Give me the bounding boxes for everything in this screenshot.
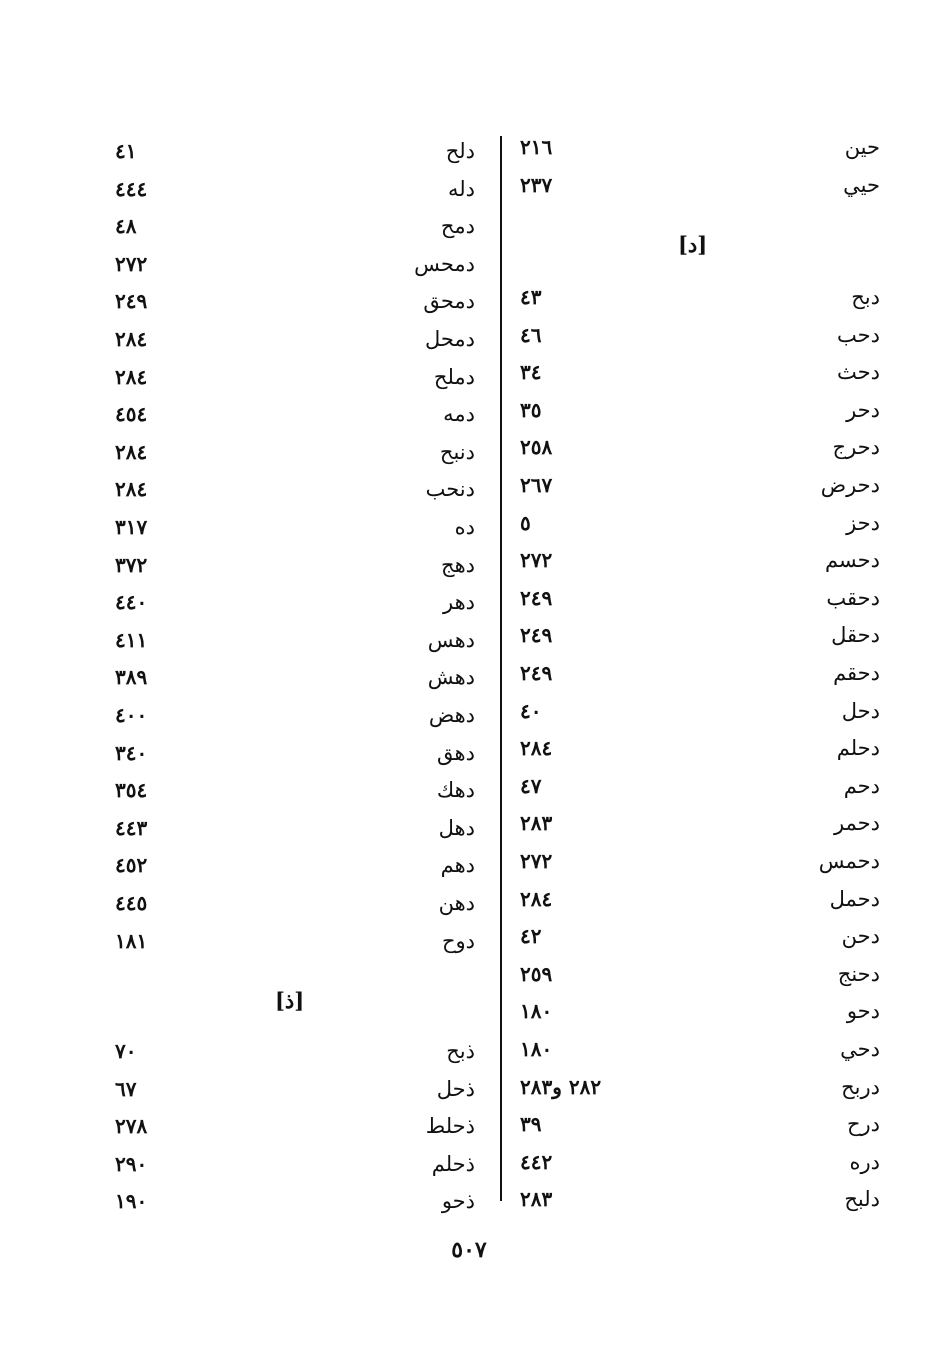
entry-word: دهض [428,703,475,727]
entry-word: دحل [841,698,880,723]
entry-word: دحقم [833,661,880,685]
index-entry [520,393,880,427]
entry-page-number: ٣٥٤ [115,778,148,803]
entry-word: حيي [843,172,880,197]
entry-word: دنبح [439,439,475,464]
index-entry [520,1032,880,1066]
entry-word: دحقل [831,623,880,648]
entry-page-number: ٣٧٢ [115,552,148,577]
entry-word: دملح [433,364,475,389]
entry-page-number: ٤٤٣ [115,815,148,840]
entry-page-number: ٢٥٩ [520,961,553,986]
index-entry [115,209,475,243]
index-entry [520,806,880,840]
index-entry [115,172,475,206]
index-entry [115,660,475,694]
entry-word: دحمل [829,886,880,911]
index-entry [115,736,475,770]
index-entry [520,1145,880,1179]
index-entry [520,882,880,916]
entry-word: دحسم [824,548,880,573]
entry-word: دحقب [826,585,880,610]
entry-word: ذبح [446,1039,475,1063]
entry-word: دهش [427,665,475,690]
index-entry [520,468,880,502]
entry-word: دربح [841,1074,880,1099]
page-number: ٥٠٧ [451,1237,487,1263]
entry-page-number: ٤٠٠ [115,703,148,727]
entry-word: ذحو [441,1189,475,1214]
index-entry [520,844,880,878]
index-entry [520,168,880,202]
entry-page-number: ٢١٦ [520,135,553,159]
entry-page-number: ٢٧٢ [520,849,553,873]
index-entry [520,581,880,615]
index-entry [115,284,475,318]
index-entry [520,656,880,690]
entry-word: ذحلم [431,1151,475,1176]
entry-page-number: ٤٤٤ [115,176,148,201]
entry-page-number: ٢٨٢ و٢٨٣ [520,1074,602,1099]
entry-page-number: ٤٨ [115,214,137,239]
index-entry [115,435,475,469]
entry-page-number: ٢٨٤ [520,736,553,761]
entry-page-number: ٤٧ [520,773,542,798]
entry-page-number: ٢٨٤ [520,886,553,911]
index-entry [115,472,475,506]
entry-page-number: ٤١١ [115,627,148,652]
entry-word: دمح [440,214,475,239]
entry-word: دهس [427,627,475,652]
entry-page-number: ٢٧٢ [115,251,148,276]
entry-word: دحم [843,773,880,798]
entry-word: حين [844,135,880,159]
index-entry [520,919,880,953]
entry-word: دحب [837,322,880,347]
index-entry [520,130,880,164]
entry-page-number: ٤٥٢ [115,853,148,878]
entry-page-number: ٢٣٧ [520,172,553,197]
index-entry [115,1109,475,1143]
entry-page-number: ٦٧ [115,1076,137,1101]
entry-word: دحو [846,999,880,1024]
entry-word: ذحلط [425,1114,475,1139]
entry-page-number: ٤٣ [520,285,542,309]
entry-page-number: ٤٢ [520,924,542,949]
index-entry [115,322,475,356]
entry-page-number: ٢٩٠ [115,1151,148,1176]
index-entry [115,1184,475,1218]
index-entry [520,769,880,803]
entry-page-number: ٣١٧ [115,515,148,539]
entry-word: دهن [438,891,475,915]
index-entry [115,848,475,882]
index-entry [520,280,880,314]
entry-page-number: ٣٨٩ [115,665,148,690]
entry-page-number: ٢٧٨ [115,1114,148,1139]
index-entry [115,1072,475,1106]
entry-word: دهج [441,552,475,577]
index-entry [115,397,475,431]
column-divider [500,136,502,1201]
section-header: [ذ] [275,988,305,1013]
entry-word: دبح [851,285,880,309]
index-entry [115,811,475,845]
index-entry [520,543,880,577]
entry-word: ذحل [436,1076,475,1101]
entry-page-number: ٢٦٧ [520,473,553,497]
section-header: [د] [678,232,708,257]
index-entry [520,355,880,389]
entry-word: دحث [837,360,880,385]
entry-page-number: ٢٥٨ [520,435,553,460]
index-entry [115,698,475,732]
entry-word: دلبح [844,1187,880,1212]
entry-page-number: ٥ [520,510,531,535]
entry-word: دمحل [424,327,475,351]
index-entry [115,886,475,920]
entry-word: درح [846,1112,880,1137]
entry-page-number: ٢٤٩ [520,661,553,685]
entry-page-number: ٤٠ [520,698,542,723]
entry-page-number: ٤١ [115,139,137,163]
entry-page-number: ٣٥ [520,397,542,422]
entry-page-number: ٢٨٤ [115,477,148,502]
entry-page-number: ٢٤٩ [520,623,553,648]
entry-word: دهق [437,740,475,765]
entry-word: دهل [438,815,475,840]
entry-word: دحلم [836,736,880,761]
index-entry [520,318,880,352]
entry-word: دنحب [425,477,475,502]
entry-word: دلح [445,139,475,163]
index-entry [520,430,880,464]
index-entry [115,510,475,544]
index-entry [115,247,475,281]
entry-word: دمحس [414,251,475,276]
entry-page-number: ٤٤٠ [115,590,148,615]
index-entry [115,1034,475,1068]
entry-page-number: ٢٨٤ [115,439,148,464]
entry-word: دحمر [833,811,880,836]
entry-page-number: ١٩٠ [115,1189,148,1214]
entry-page-number: ٢٨٣ [520,1187,553,1212]
index-entry [115,1147,475,1181]
index-entry [520,506,880,540]
index-entry [520,694,880,728]
entry-word: دهك [436,778,475,803]
entry-word: دحن [841,924,880,949]
entry-page-number: ١٨٠ [520,999,553,1024]
entry-word: ده [454,515,475,539]
index-entry [115,773,475,807]
entry-word: دحمس [818,849,880,873]
index-entry [520,1107,880,1141]
index-entry [520,994,880,1028]
index-entry [115,134,475,168]
entry-page-number: ٢٤٩ [115,289,148,314]
entry-word: دحي [840,1037,880,1061]
entry-word: دحرض [820,473,880,497]
entry-page-number: ١٨٠ [520,1037,553,1061]
index-entry [115,360,475,394]
index-entry [520,731,880,765]
entry-word: دمحق [423,289,475,314]
entry-page-number: ٢٤٩ [520,585,553,610]
entry-page-number: ٣٤٠ [115,740,148,765]
index-entry [115,924,475,958]
entry-word: دهر [442,590,475,615]
index-entry [115,548,475,582]
entry-page-number: ٧٠ [115,1039,137,1063]
index-entry [520,618,880,652]
index-entry [520,1070,880,1104]
entry-word: دهم [440,853,475,878]
entry-word: دحرج [832,435,880,460]
entry-word: دحر [846,397,880,422]
entry-word: دله [447,176,475,201]
index-entry [520,1182,880,1216]
entry-page-number: ١٨١ [115,928,148,953]
entry-page-number: ٤٥٤ [115,402,148,427]
entry-page-number: ٤٤٢ [520,1149,553,1174]
entry-word: دوح [441,928,475,953]
entry-page-number: ٣٤ [520,360,542,385]
entry-word: دحز [846,510,880,535]
entry-page-number: ٣٩ [520,1112,542,1137]
entry-page-number: ٢٨٣ [520,811,553,836]
entry-word: دحنج [837,961,880,986]
entry-word: دره [849,1149,880,1174]
entry-page-number: ٤٦ [520,322,542,347]
entry-word: دمه [443,402,475,427]
entry-page-number: ٢٨٤ [115,364,148,389]
index-entry [115,585,475,619]
entry-page-number: ٤٤٥ [115,891,148,915]
index-entry [520,957,880,991]
entry-page-number: ٢٨٤ [115,327,148,351]
entry-page-number: ٢٧٢ [520,548,553,573]
index-entry [115,623,475,657]
